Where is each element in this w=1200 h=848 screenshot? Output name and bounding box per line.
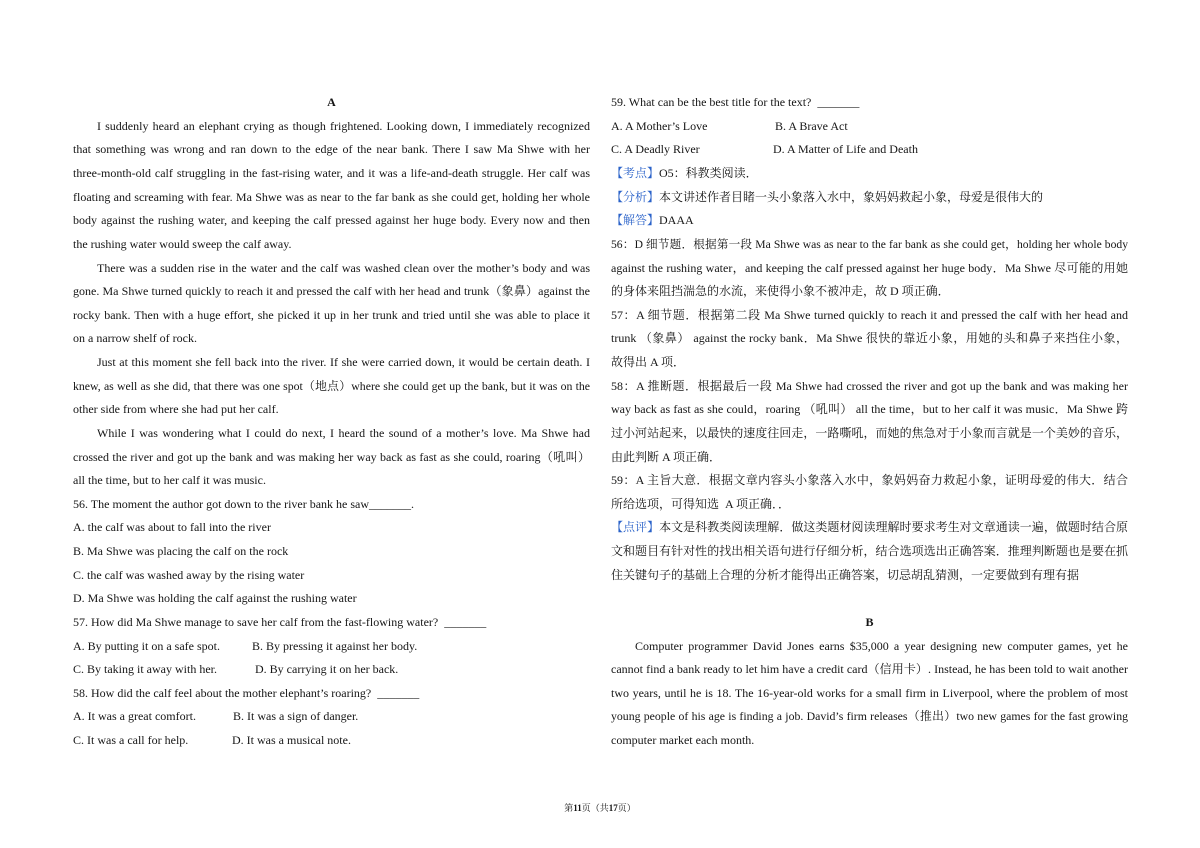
passage-a-line: crossed the river and got up the bank and was making her way back as fast as she could, roaring（吼叫） <box>73 449 590 464</box>
question-58-option-a: A. It was a great comfort. <box>73 709 196 724</box>
question-57-options-row <box>73 635 590 659</box>
passage-a-line: all the time, but to her calf it was music. <box>73 473 266 488</box>
page-number: 11 <box>573 803 582 813</box>
jieda-label: 【解答】 <box>611 213 660 228</box>
passage-a-heading: A <box>327 95 336 110</box>
passage-b-line: computer market each month. <box>611 733 755 748</box>
question-57-option-c: C. By taking it away with her. <box>73 662 217 677</box>
passage-a-line: the rushing water would sweep the calf away. <box>73 236 292 251</box>
passage-a-line: that something was wrong and ran down to the edge of the near bank. There I saw Ma Shwe with her <box>73 142 590 157</box>
question-59-option-c: C. A Deadly River <box>611 142 700 157</box>
explanation-58-line: 过小河站起来，以最快的速度往回走，一路嘶吼，而她的焦急对于小象而言就是一个美妙的音乐， <box>611 425 1128 440</box>
explanation-58-line: 58：A 推断题．根据最后一段 Ma Shwe had crossed the river and got up the bank and was making her <box>611 378 1128 393</box>
passage-b-line: Computer programmer David Jones earns $35,000 a year designing new computer games, yet he <box>635 638 1128 653</box>
passage-a-line: While I was wondering what I could do next, I heard the sound of a mother’s love. Ma Shwe had <box>97 425 590 440</box>
passage-a-line: on a narrow shelf of rock. <box>73 331 197 346</box>
question-57-options-row <box>73 658 590 682</box>
explanation-56-line: against the rushing water，and keeping the calf pressed against her huge body．Ma Shwe 尽可能的用她 <box>611 260 1128 275</box>
passage-a-line: floating and screaming with fear. Ma Shwe was as near to the far bank as she could get, holding her whole <box>73 189 590 204</box>
blank-line <box>611 587 1128 611</box>
question-58-option-b: B. It was a sign of danger. <box>233 709 359 724</box>
fenxi-label: 【分析】 <box>611 189 660 204</box>
explanation-57-line: 57：A 细节题．根据第二段 Ma Shwe turned quickly to reach it and pressed the calf with her head and <box>611 307 1128 322</box>
footer-prefix: 第 <box>564 803 574 813</box>
passage-a-line: There was a sudden rise in the water and the calf was washed clean over the mother’s body and was <box>97 260 590 275</box>
passage-b-heading: B <box>865 614 874 629</box>
question-56-option-c: C. the calf was washed away by the rising water <box>73 567 305 582</box>
explanation-56-line: 的身体来阻挡湍急的水流，来使得小象不被冲走，故 D 项正确． <box>611 284 950 299</box>
explanation-59-line: 59：A 主旨大意．根据文章内容头小象落入水中，象妈妈奋力救起小象，证明母爱的伟大．结合 <box>611 473 1128 488</box>
fenxi-text: 本文讲述作者目睹一头小象落入水中，象妈妈救起小象，母爱是很伟大的 <box>659 189 1044 204</box>
fenxi-line <box>611 186 1128 210</box>
question-57-option-d: D. By carrying it on her back. <box>255 662 399 677</box>
dianping-line: 文和题目有针对性的找出相关语句进行仔细分析，结合选项选出正确答案．推理判断题也是要在抓 <box>611 544 1128 559</box>
question-58-options-row <box>73 705 590 729</box>
explanation-59-line: 所给选项，可得知选 A 项正确．． <box>611 496 791 511</box>
kaodian-line <box>611 162 1128 186</box>
footer-suffix: 页） <box>617 803 636 813</box>
dianping-line: 住关键句子的基础上合理的分析才能得出正确答案，切忌胡乱猜测，一定要做到有理有据 <box>611 567 1080 582</box>
question-58-option-c: C. It was a call for help. <box>73 733 189 748</box>
question-58-options-row <box>73 729 590 753</box>
footer-mid: 页（共 <box>581 803 609 813</box>
explanation-57-line: trunk （象鼻） against the rocky bank．Ma Shwe 很快的靠近小象，用她的头和鼻子来挡住小象， <box>611 331 1128 346</box>
question-56-option-b: B. Ma Shwe was placing the calf on the rock <box>73 544 289 559</box>
jieda-text: DAAA <box>659 213 694 228</box>
passage-a-line: other side from where she had put her calf. <box>73 402 279 417</box>
question-59-stem: 59. What can be the best title for the text? _______ <box>611 95 860 110</box>
page-total: 17 <box>608 803 618 813</box>
passage-b-line: cannot find a bank ready to let him have a credit card（信用卡）. Instead, he has been told to wait another <box>611 662 1128 677</box>
passage-a-line: three-month-old calf struggling in the fast-rising water, and it was a life-and-death struggle. Her calf was <box>73 166 590 181</box>
passage-b-line: young people of his age is finding a job. David’s firm releases（推出）two new games for the fast growing <box>611 709 1128 724</box>
kaodian-label: 【考点】 <box>611 166 660 181</box>
question-56-option-d: D. Ma Shwe was holding the calf against the rushing water <box>73 591 357 606</box>
question-58-stem: 58. How did the calf feel about the mother elephant’s roaring? _______ <box>73 685 420 700</box>
question-59-options-row <box>611 138 1128 162</box>
explanation-58-line: way back as fast as she could，roaring （吼叫） all the time，but to her calf it was music．Ma Shwe 跨 <box>611 402 1128 417</box>
passage-a-line: I suddenly heard an elephant crying as though frightened. Looking down, I immediately recognized <box>97 118 590 133</box>
dianping-line <box>611 516 1128 540</box>
passage-a-line: rocky bank. Then with a huge effort, she picked it up in her trunk and tried until she was able to place it <box>73 307 590 322</box>
question-56-stem: 56. The moment the author got down to the river bank he saw_______. <box>73 496 415 511</box>
passage-a-line: gone. Ma Shwe turned quickly to reach it and pressed the calf with her head and trunk（象鼻）against the <box>73 284 590 299</box>
page-footer <box>0 802 1200 814</box>
kaodian-text: O5：科教类阅读． <box>659 166 758 181</box>
question-57-stem: 57. How did Ma Shwe manage to save her calf from the fast-flowing water? _______ <box>73 614 487 629</box>
right-column <box>611 91 1128 753</box>
explanation-56-line: 56：D 细节题．根据第一段 Ma Shwe was as near to the far bank as she could get，holding her whole body <box>611 237 1128 251</box>
jieda-line <box>611 209 1128 233</box>
question-57-option-b: B. By pressing it against her body. <box>252 638 418 653</box>
left-column <box>73 91 590 753</box>
question-58-option-d: D. It was a musical note. <box>232 733 351 748</box>
passage-a-line: Just at this moment she fell back into the river. If she were carried down, it would be certain death. I <box>97 355 590 370</box>
question-56-option-a: A. the calf was about to fall into the river <box>73 520 271 535</box>
dianping-label: 【点评】 <box>611 520 660 535</box>
passage-a-line: knew, as well as she did, that there was one spot（地点）where she could get up the bank, but it was on the <box>73 378 590 393</box>
dianping-text: 本文是科教类阅读理解．做这类题材阅读理解时要求考生对文章通读一遍，做题时结合原 <box>659 520 1128 535</box>
question-59-option-d: D. A Matter of Life and Death <box>773 142 918 157</box>
question-59-option-b: B. A Brave Act <box>775 118 848 133</box>
passage-a-line: body against the rushing water, and keeping the calf pressed against her huge body. Every now and then <box>73 213 590 228</box>
question-57-option-a: A. By putting it on a safe spot. <box>73 638 220 653</box>
question-59-options-row <box>611 115 1128 139</box>
passage-b-line: two years, until he is 18. The 16-year-old works for a small firm in Liverpool, where the problem of most <box>611 685 1128 700</box>
explanation-57-line: 故得出 A 项． <box>611 355 686 370</box>
explanation-58-line: 由此判断 A 项正确． <box>611 449 722 464</box>
question-59-option-a: A. A Mother’s Love <box>611 118 708 133</box>
